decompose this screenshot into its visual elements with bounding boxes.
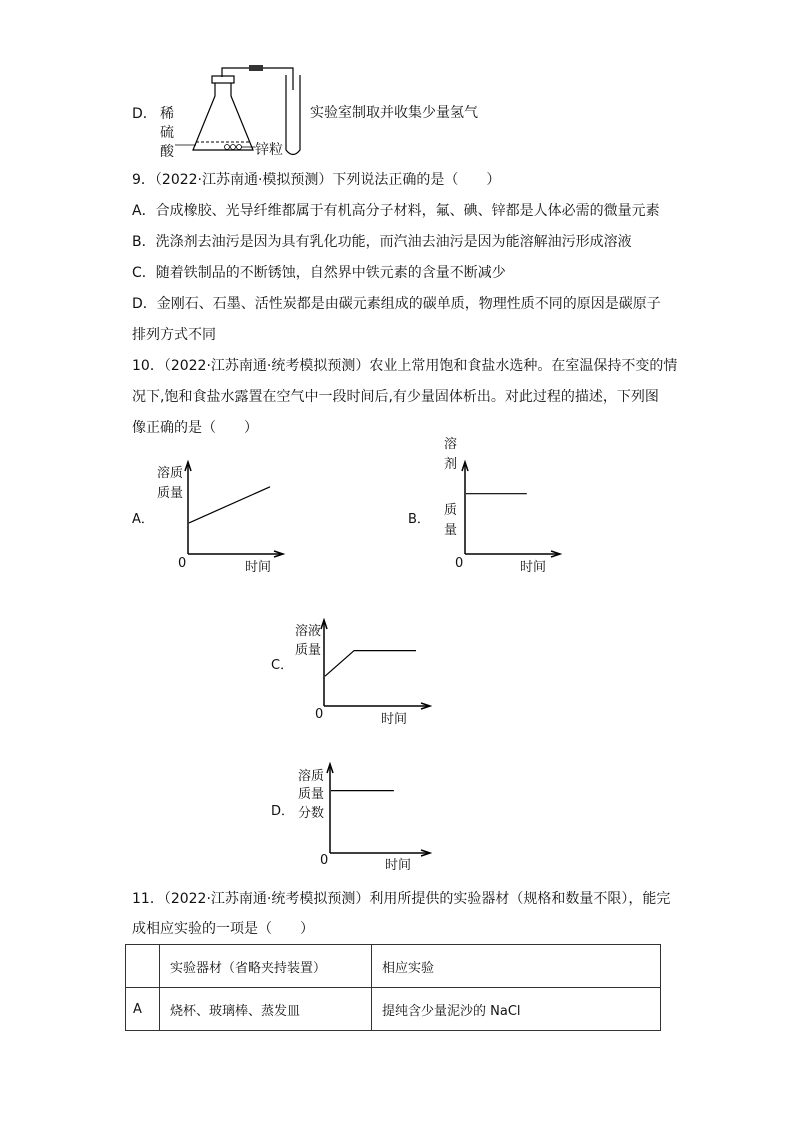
q10-stem-line2: 况下,饱和食盐水露置在空气中一段时间后,有少量固体析出。对此过程的描述，下列图 [132, 389, 659, 405]
graph-a [128, 455, 288, 580]
graph-d [268, 757, 438, 875]
q9-stem: 9．（2022·江苏南通·模拟预测）下列说法正确的是（ ） [132, 172, 501, 188]
graph-d-ylabel-3: 分数 [298, 806, 325, 821]
q11-table [125, 944, 661, 1031]
graph-a-origin: 0 [178, 556, 187, 571]
acid-label-1: 稀 [160, 106, 174, 122]
graph-d-xlabel: 时间 [385, 858, 412, 873]
apparatus-caption: 实验室制取并收集少量氢气 [310, 105, 478, 121]
graph-b-ylabel-3: 质 [444, 503, 458, 518]
hydrogen-apparatus-diagram [175, 60, 315, 160]
graph-b-option-label: B． [408, 512, 430, 527]
graph-c-xlabel: 时间 [381, 712, 408, 727]
graph-a-option-label: A． [132, 512, 154, 527]
graph-c-option-label: C． [271, 658, 294, 673]
table-cell: 提纯含少量泥沙的 NaCl [372, 988, 661, 1031]
q8-option-d-letter: D． [132, 106, 157, 122]
graph-d-origin: 0 [320, 853, 329, 868]
q10-stem-line3: 像正确的是（ ） [132, 420, 258, 436]
graph-c-data-line [325, 651, 416, 677]
graph-a-ylabel-2: 质量 [157, 486, 184, 501]
graph-d-option-label: D． [271, 804, 295, 819]
graph-b-xlabel: 时间 [520, 560, 547, 575]
graph-a-ylabel-1: 溶质 [157, 466, 184, 481]
q11-stem-line1: 11．（2022·江苏南通·统考模拟预测）利用所提供的实验器材（规格和数量不限），能完 [132, 891, 671, 907]
q11-stem-line2: 成相应实验的一项是（ ） [132, 921, 314, 937]
graph-a-xlabel: 时间 [245, 560, 272, 575]
q10-stem-line1: 10．（2022·江苏南通·统考模拟预测）农业上常用饱和食盐水选种。在室温保持不变的情 [132, 358, 678, 374]
zinc-label: 锌粒 [255, 142, 283, 158]
table-header-cell [126, 945, 160, 988]
table-cell: 烧杯、玻璃棒、蒸发皿 [160, 988, 372, 1031]
graph-b-ylabel-2: 剂 [444, 457, 458, 472]
table-header-cell: 相应实验 [372, 945, 661, 988]
graph-b [405, 432, 565, 580]
q9-option-b: B．洗涤剂去油污是因为具有乳化功能，而汽油去油污是因为能溶解油污形成溶液 [132, 234, 632, 250]
graph-d-ylabel-2: 质量 [298, 787, 325, 802]
table-header-row [126, 945, 661, 988]
graph-c-ylabel-2: 质量 [295, 643, 322, 658]
q9-option-a: A．合成橡胶、光导纤维都属于有机高分子材料，氟、碘、锌都是人体必需的微量元素 [132, 203, 660, 219]
table-cell: A [126, 988, 160, 1031]
graph-b-ylabel-4: 量 [444, 523, 458, 538]
graph-a-data-line [189, 487, 270, 523]
graph-c-ylabel-1: 溶液 [295, 624, 322, 639]
graph-b-origin: 0 [455, 556, 464, 571]
q9-option-c: C．随着铁制品的不断锈蚀，自然界中铁元素的含量不断减少 [132, 265, 506, 281]
table-row [126, 988, 661, 1031]
graph-b-ylabel-1: 溶 [444, 437, 458, 452]
graph-c [268, 615, 438, 730]
q9-option-d-continued: 排列方式不同 [132, 327, 216, 343]
graph-d-ylabel-1: 溶质 [298, 769, 325, 784]
table-header-cell: 实验器材（省略夹持装置） [160, 945, 372, 988]
acid-label-2: 硫 [160, 125, 174, 141]
q9-option-d: D．金刚石、石墨、活性炭都是由碳元素组成的碳单质，物理性质不同的原因是碳原子 [132, 296, 661, 312]
graph-c-origin: 0 [315, 707, 324, 722]
acid-label-3: 酸 [160, 144, 174, 160]
